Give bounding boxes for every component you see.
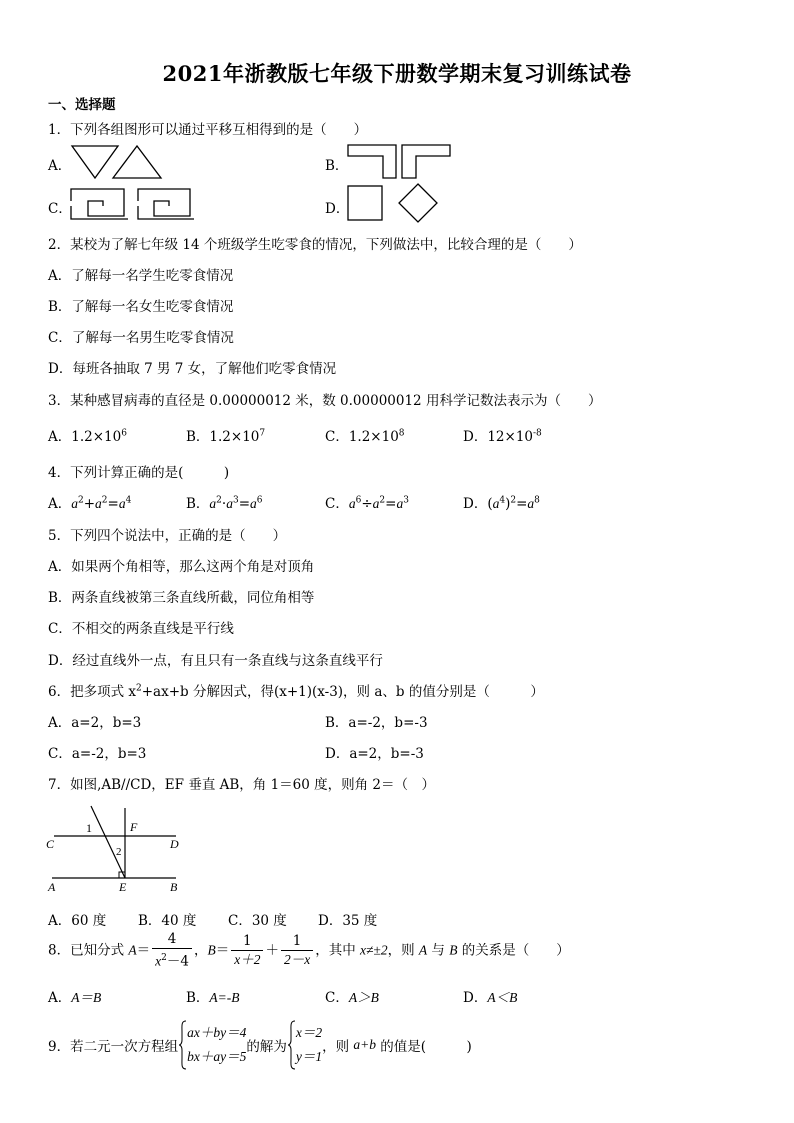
question-7-stem: 7．如图,AB//CD，EF 垂直 AB，角 1＝60 度，则角 2＝（ ） (48, 777, 436, 793)
q1-option-d-figure (346, 183, 446, 223)
q3-option-a: A．$1.2\times 10^6$ (48, 428, 127, 445)
q4-option-a: A．$a^2+a^2=a^4$ (48, 495, 132, 512)
q7-point-b: B (170, 880, 178, 894)
section-heading: 一、选择题 (48, 97, 116, 113)
q1-option-d-label: D． (325, 201, 350, 217)
q1-option-a-label: A． (48, 158, 72, 174)
q7-point-a: A (48, 880, 56, 894)
q4-option-b: B．$a^2\cdot a^3=a^6$ (186, 495, 263, 512)
q9-brace-right-icon (287, 1020, 296, 1070)
q9-solution-system: x＝2 y＝1 (295, 1025, 323, 1064)
q8-option-a: A．A＝B (48, 990, 102, 1006)
q7-angle-1-label: 1 (86, 821, 92, 835)
q1-option-c-label: C． (48, 201, 72, 217)
q8-option-d: D．A＜B (463, 990, 518, 1006)
q7-option-a: A．60 度 (48, 913, 107, 929)
q2-option-d: D．每班各抽取 7 男 7 女，了解他们吃零食情况 (48, 361, 337, 377)
q7-option-d: D．35 度 (318, 913, 378, 929)
question-5-stem: 5．下列四个说法中，正确的是（ ） (48, 528, 287, 544)
question-4-stem: 4．下列计算正确的是( ) (48, 465, 230, 481)
q5-option-b: B．两条直线被第三条直线所截，同位角相等 (48, 590, 315, 606)
q8-fraction-a: $\frac{4}{x^2-4}$ (152, 930, 192, 971)
q8-option-c: C．A＞B (325, 990, 379, 1006)
q5-option-a: A．如果两个角相等，那么这两个角是对顶角 (48, 559, 315, 575)
q5-option-d: D．经过直线外一点，有且只有一条直线与这条直线平行 (48, 653, 383, 669)
q7-option-b: B．40 度 (138, 913, 197, 929)
page-title: 2021年浙教版七年级下册数学期末复习训练试卷 (162, 61, 632, 86)
q2-option-c: C．了解每一名男生吃零食情况 (48, 330, 234, 346)
q8-fraction-b2: $\frac{1}{2-x}$ (281, 932, 313, 969)
q3-option-d: D．$12\times 10^{-8}$ (463, 428, 542, 445)
q9-equation-system: ax＋by＝4 bx＋ay＝5 (187, 1025, 247, 1064)
q7-angle-2-label: 2 (116, 846, 122, 858)
q9-brace-left-icon (178, 1020, 187, 1070)
q2-option-a: A．了解每一名学生吃零食情况 (48, 268, 234, 284)
q6-option-b: B．a=-2，b=-3 (325, 715, 428, 731)
q7-geometry-figure (44, 800, 194, 895)
q3-option-b: B．$1.2\times 10^7$ (186, 428, 266, 445)
q7-point-f: F (130, 820, 138, 834)
question-3-stem: 3．某种感冒病毒的直径是 0.00000012 米，数 0.00000012 用科学记数法表示为（ ） (48, 393, 602, 409)
q7-point-d: D (170, 837, 179, 851)
q6-option-a: A．a=2，b=3 (48, 715, 142, 731)
question-2-stem: 2．某校为了解七年级 14 个班级学生吃零食的情况，下列做法中，比较合理的是（ ） (48, 237, 582, 253)
q5-option-c: C．不相交的两条直线是平行线 (48, 621, 234, 637)
q8-fraction-b1: $\frac{1}{x+2}$ (231, 932, 263, 969)
q6-option-c: C．a=-2，b=3 (48, 746, 147, 762)
q7-point-c: C (46, 837, 55, 851)
q1-option-c-figure (68, 186, 198, 222)
question-8-stem: 8．已知分式 A＝ $\frac{4}{x^2-4}$ ，B＝ $\frac{1}{x+2}$ ＋ $\frac{1}{2-x}$ ，其中 x≠±2，则 A 与 B 的关系是（ ） (48, 931, 570, 970)
q8-option-b: B．A=-B (186, 990, 240, 1006)
question-1-stem: 1．下列各组图形可以通过平移互相得到的是（ ） (48, 122, 368, 138)
q1-option-a-figure (70, 143, 165, 183)
question-9-stem: 9．若二元一次方程组 ax＋by＝4 bx＋ay＝5 的解为 x＝2 y＝1 ，则 a+b 的值是( ) (48, 1020, 472, 1070)
q6-option-d: D．a=2，b=-3 (325, 746, 424, 762)
q7-option-c: C．30 度 (228, 913, 287, 929)
q3-option-c: C．$1.2\times 10^8$ (325, 428, 405, 445)
q4-option-d: D．$(a^4)^2=a^8$ (463, 495, 540, 512)
question-6-stem: 6．把多项式 $x^2+ax+b$ 分解因式，得(x+1)(x-3)，则 a、b 的值分别是（ ） (48, 683, 544, 700)
q2-option-b: B．了解每一名女生吃零食情况 (48, 299, 234, 315)
q1-option-b-label: B． (325, 158, 349, 174)
q1-option-b-figure (346, 143, 456, 183)
q7-point-e: E (119, 880, 127, 894)
q4-option-c: C．$a^6\div a^2=a^3$ (325, 495, 409, 512)
